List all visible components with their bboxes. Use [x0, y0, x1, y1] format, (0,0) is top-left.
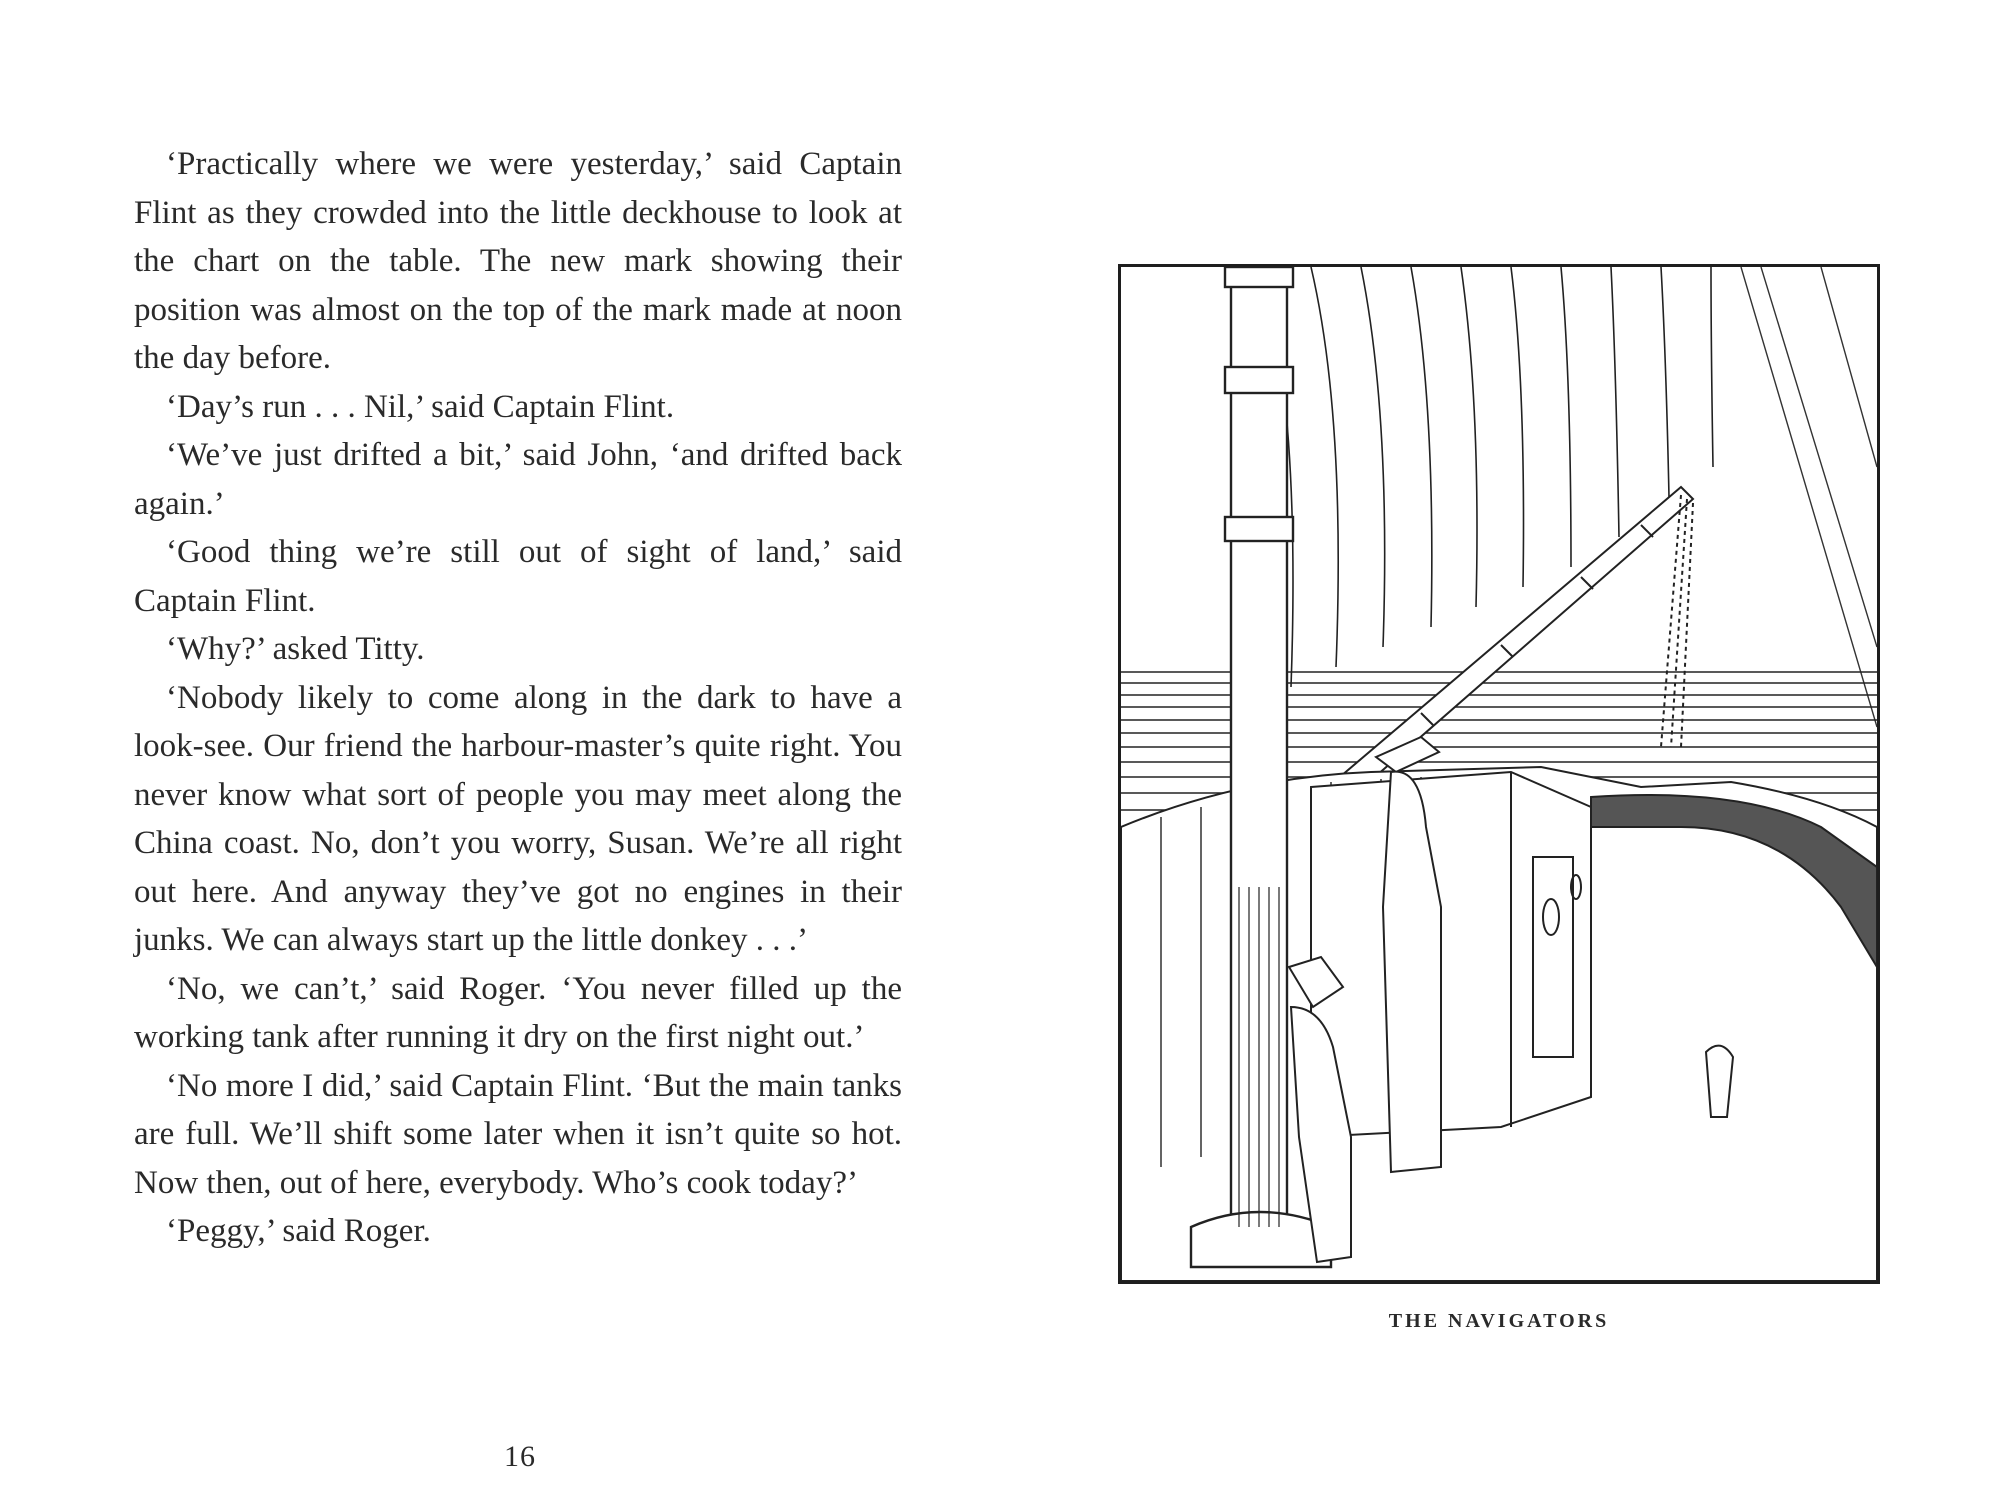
paragraph-1: ‘Practically where we were yesterday,’ said Captain Flint as they crowded into the little deckhouse to look at the chart on the table. The new mark showing their position was almost on the top of the mark made at noon the day before.	[134, 146, 902, 376]
paragraph-3: ‘We’ve just drifted a bit,’ said John, ‘and drifted back again.’	[134, 437, 902, 522]
paragraph-6: ‘Nobody likely to come along in the dark to have a look-see. Our friend the harbour-master’s quite right. You never know what sort of people you may meet along the China coast. No, don’t you worry, Susan. We’re all right out here. And anyway they’ve got no engines in their junks. We can always start up the little donkey . . .’	[134, 679, 902, 958]
illustration-frame	[1118, 264, 1880, 1284]
paragraph-7: ‘No, we can’t,’ said Roger. ‘You never filled up the working tank after running it dry on the first night out.’	[134, 970, 902, 1055]
navigators-illustration	[1121, 267, 1877, 1281]
right-page	[1000, 0, 2000, 1510]
paragraph-8: ‘No more I did,’ said Captain Flint. ‘But the main tanks are full. We’ll shift some later when it isn’t quite so hot. Now then, out of here, everybody. Who’s cook today?’	[134, 1067, 902, 1201]
rigging-lines-illustration	[1741, 267, 1877, 727]
text-column	[134, 140, 902, 1256]
deckhouse-illustration	[1311, 772, 1591, 1137]
page-number: 16	[504, 1440, 536, 1473]
paragraph-5: ‘Why?’ asked Titty.	[166, 631, 425, 667]
paragraph-4: ‘Good thing we’re still out of sight of land,’ said Captain Flint.	[134, 534, 902, 619]
illustration-caption: THE NAVIGATORS	[1388, 1310, 1610, 1332]
paragraph-2: ‘Day’s run . . . Nil,’ said Captain Flint.	[166, 388, 675, 425]
sail-illustration	[1261, 267, 1713, 687]
paragraph-9: ‘Peggy,’ said Roger.	[166, 1213, 431, 1249]
